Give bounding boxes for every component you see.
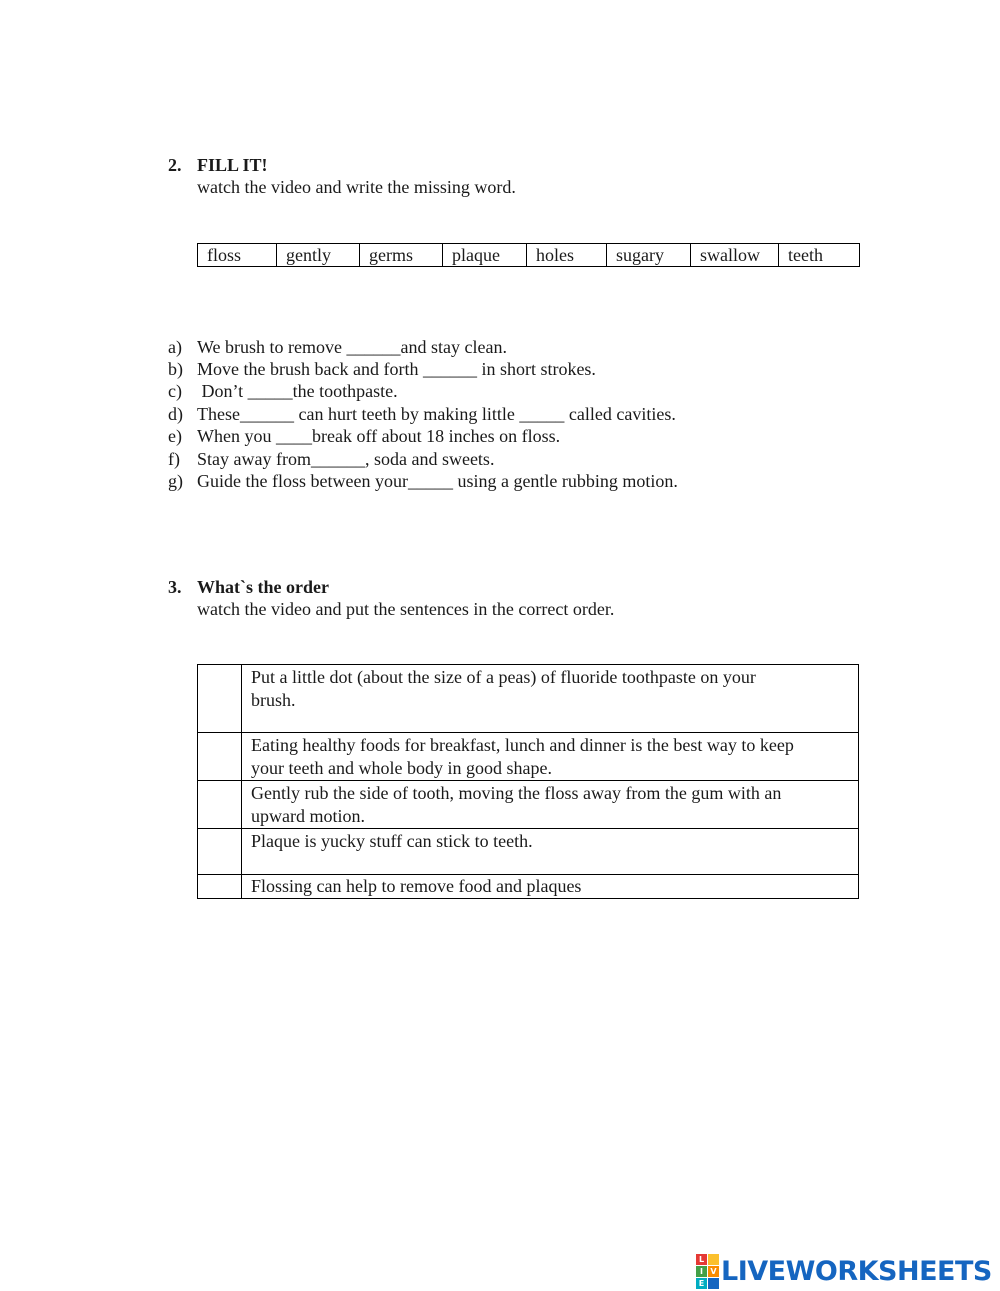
table-row (198, 829, 859, 875)
logo-letter: E (696, 1278, 707, 1289)
table-row (198, 665, 859, 733)
section-2-number: 2. (168, 155, 182, 175)
word-bank (197, 243, 860, 267)
section-3-number: 3. (168, 577, 182, 597)
logo-letter: V (708, 1266, 719, 1277)
question-text: These______ can hurt teeth by making little _____ called cavities. (197, 404, 676, 424)
word-bank-item: swallow (691, 244, 779, 267)
question-text: Guide the floss between your_____ using a gentle rubbing motion. (197, 471, 678, 491)
word-bank-item: germs (360, 244, 443, 267)
sentence-line: upward motion. (251, 806, 365, 826)
order-number-cell[interactable] (198, 665, 242, 733)
sentence-line: Gently rub the side of tooth, moving the floss away from the gum with an (251, 783, 782, 803)
order-sentence-cell (242, 733, 859, 781)
sentence-line: brush. (251, 690, 296, 710)
question-text: Move the brush back and forth ______ in short strokes. (197, 359, 596, 379)
order-sentence-cell (242, 665, 859, 733)
word-bank-item: holes (527, 244, 607, 267)
logo-text: LIVEWORKSHEETS (721, 1255, 992, 1287)
question-letter: e) (168, 426, 182, 446)
question-letter: b) (168, 359, 183, 379)
word-bank-item: plaque (443, 244, 527, 267)
question-text: We brush to remove ______and stay clean. (197, 337, 507, 357)
question-text: When you ____break off about 18 inches on floss. (197, 426, 561, 446)
question-letter: f) (168, 449, 180, 469)
order-number-cell[interactable] (198, 781, 242, 829)
order-number-cell[interactable] (198, 875, 242, 899)
order-table (197, 664, 859, 899)
question-text: Don’t _____the toothpaste. (197, 381, 398, 401)
word-bank-item: gently (277, 244, 360, 267)
word-bank-item: teeth (779, 244, 860, 267)
logo-block (708, 1254, 719, 1265)
section-2-instruction: watch the video and write the missing word. (197, 177, 516, 197)
sentence-line: Put a little dot (about the size of a peas) of fluoride toothpaste on your (251, 667, 756, 687)
question-letter: c) (168, 381, 182, 401)
sentence-line: Eating healthy foods for breakfast, lunch and dinner is the best way to keep (251, 735, 794, 755)
table-row (198, 733, 859, 781)
question-letter: d) (168, 404, 183, 424)
order-number-cell[interactable] (198, 829, 242, 875)
order-sentence-cell (242, 829, 859, 875)
order-number-cell[interactable] (198, 733, 242, 781)
table-row (198, 875, 859, 899)
logo-block (708, 1278, 719, 1289)
word-bank-item: sugary (607, 244, 691, 267)
order-sentence-cell (242, 781, 859, 829)
question-text: Stay away from______, soda and sweets. (197, 449, 495, 469)
liveworksheets-logo (696, 1255, 992, 1287)
sentence-line: Flossing can help to remove food and plaques (251, 876, 582, 896)
section-2-title: FILL IT! (197, 155, 268, 175)
section-3-instruction: watch the video and put the sentences in the correct order. (197, 599, 615, 619)
sentence-line: Plaque is yucky stuff can stick to teeth. (251, 831, 533, 851)
sentence-line: your teeth and whole body in good shape. (251, 758, 552, 778)
section-3-title: What`s the order (197, 577, 329, 597)
order-sentence-cell (242, 875, 859, 899)
logo-letter: I (696, 1266, 707, 1277)
logo-mark-icon (696, 1254, 719, 1289)
word-bank-item: floss (198, 244, 277, 267)
logo-letter: L (696, 1254, 707, 1265)
table-row (198, 781, 859, 829)
question-letter: g) (168, 471, 183, 491)
question-letter: a) (168, 337, 182, 357)
